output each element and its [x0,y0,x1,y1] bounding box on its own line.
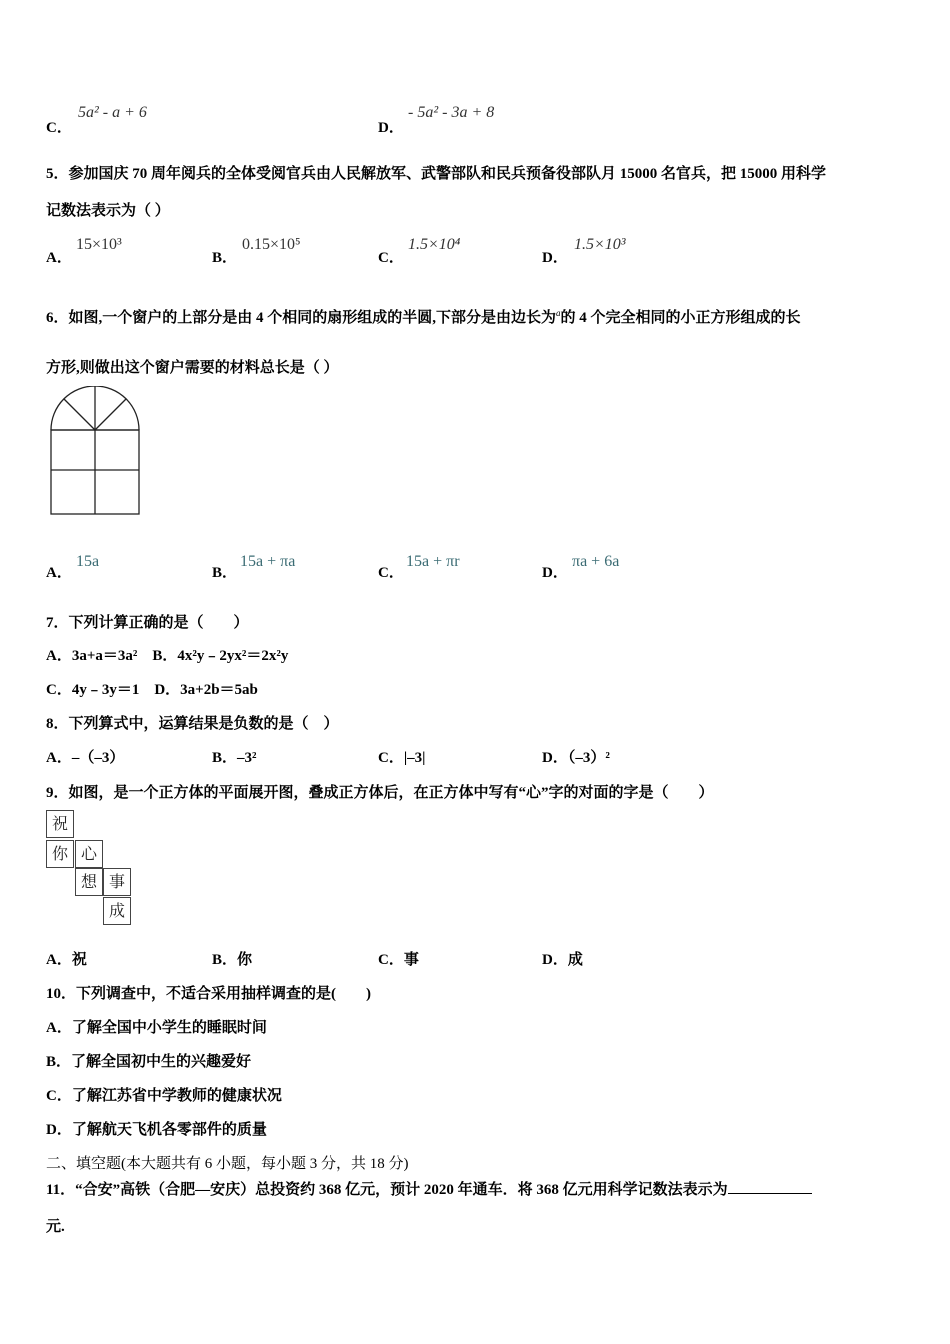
q6-stem-part2: 的 4 个完全相同的小正方形组成的长 [560,310,801,326]
q10-option-a: A．了解全国中小学生的睡眠时间 [46,1020,267,1036]
q7-options-row1: A．3a+a＝3a² B．4x²y﹣2yx²＝2x²y [46,648,289,664]
q6-option-a-expr: 15a [76,553,100,570]
q9-option-b [212,948,252,969]
q10-stem: 10．下列调查中，不适合采用抽样调查的是( ) [46,986,371,1002]
q8-option-b-label: B． [212,750,238,766]
cube-net-cell-2: 你 [46,840,74,868]
cube-net-cell-3: 心 [75,840,103,868]
q4-option-c-expr: 5a² - a + 6 [78,104,147,121]
q5-option-d-label: D． [542,250,568,266]
window-fan-divider-left [64,399,95,430]
q9-option-c-text: 事 [403,952,419,968]
q11-stem-line1 [46,1178,812,1199]
q8-option-a [46,746,124,767]
q9-option-b-label: B． [212,952,238,968]
q11-answer-blank[interactable] [728,1179,812,1194]
q9-option-c [378,948,419,969]
q9-option-a [46,948,87,969]
q9-stem: 9．如图，是一个正方体的平面展开图，叠成正方体后，在正方体中写有“心”字的对面的字是（ ） [46,785,714,801]
q7-options-row2: C．4y﹣3y＝1 D．3a+2b＝5ab [46,682,258,698]
q5-option-b-expr: 0.15×10⁵ [242,236,301,253]
window-fan-divider-right [95,399,126,430]
q5-option-a-label: A． [46,250,72,266]
q11-stem-text: 11．“合安”高铁（合肥—安庆）总投资约 368 亿元，预计 2020 年通车．将 368 亿元用科学记数法表示为 [46,1182,728,1198]
window-figure [48,386,142,518]
q6-stem-line2: 方形,则做出这个窗户需要的材料总长是（ ） [46,360,339,376]
q8-option-b [212,746,257,767]
q9-option-d [542,948,583,969]
cube-net-cell-4: 想 [75,868,103,896]
q9-option-b-text: 你 [237,952,253,968]
cube-net-cell-5: 事 [103,868,131,896]
q5-option-d-expr: 1.5×10³ [574,236,626,253]
q5-stem-line1: 5．参加国庆 70 周年阅兵的全体受阅官兵由人民解放军、武警部队和民兵预备役部队月 15000 名官兵，把 15000 用科学 [46,166,827,182]
q6-option-d-label: D． [542,565,568,581]
q9-option-a-label: A． [46,952,72,968]
q9-option-d-text: 成 [567,952,583,968]
q8-option-c [378,746,425,767]
q8-option-a-expr: –（–3） [71,750,125,766]
q6-option-a-label: A． [46,565,72,581]
q6-variable-a: a [556,308,561,318]
q5-option-c-expr: 1.5×10⁴ [408,236,461,253]
q8-option-d [542,746,610,767]
q6-option-d-expr: πa + 6a [572,553,620,570]
section-2-heading: 二、填空题(本大题共有 6 小题，每小题 3 分，共 18 分) [46,1156,409,1172]
q8-option-a-label: A． [46,750,72,766]
q8-option-c-label: C． [378,750,404,766]
q6-stem-line1 [46,306,801,327]
q11-stem-line2: 元. [46,1219,65,1235]
q5-option-c-label: C． [378,250,404,266]
q4-option-c-label: C． [46,120,72,136]
q5-stem-line2: 记数法表示为（ ） [46,203,170,219]
q4-option-d-label: D． [378,120,404,136]
q9-option-c-label: C． [378,952,404,968]
q8-option-c-expr: |–3| [403,750,426,766]
q6-option-c-label: C． [378,565,404,581]
q6-option-c-expr: 15a + πr [406,553,460,570]
q8-option-d-label: D． [542,750,568,766]
q6-option-b-label: B． [212,565,238,581]
q9-option-d-label: D． [542,952,568,968]
cube-net-cell-6: 成 [103,897,131,925]
q10-option-b: B．了解全国初中生的兴趣爱好 [46,1054,252,1070]
q5-option-a-expr: 15×10³ [76,236,122,253]
q9-option-a-text: 祝 [71,952,87,968]
q10-option-c: C．了解江苏省中学教师的健康状况 [46,1088,282,1104]
cube-net-cell-1: 祝 [46,810,74,838]
cube-net-figure [46,810,134,928]
q6-stem-part1: 6．如图,一个窗户的上部分是由 4 个相同的扇形组成的半圆,下部分是由边长为 [46,310,557,326]
q8-option-b-expr: –3² [237,750,257,766]
q7-stem: 7．下列计算正确的是（ ） [46,615,249,631]
q8-option-d-expr: （–3）² [567,750,610,766]
q5-option-b-label: B． [212,250,238,266]
q8-stem: 8．下列算式中，运算结果是负数的是（ ） [46,716,339,732]
q6-option-b-expr: 15a + πa [240,553,296,570]
q4-option-d-expr: - 5a² - 3a + 8 [408,104,495,121]
q10-option-d: D．了解航天飞机各零部件的质量 [46,1122,267,1138]
